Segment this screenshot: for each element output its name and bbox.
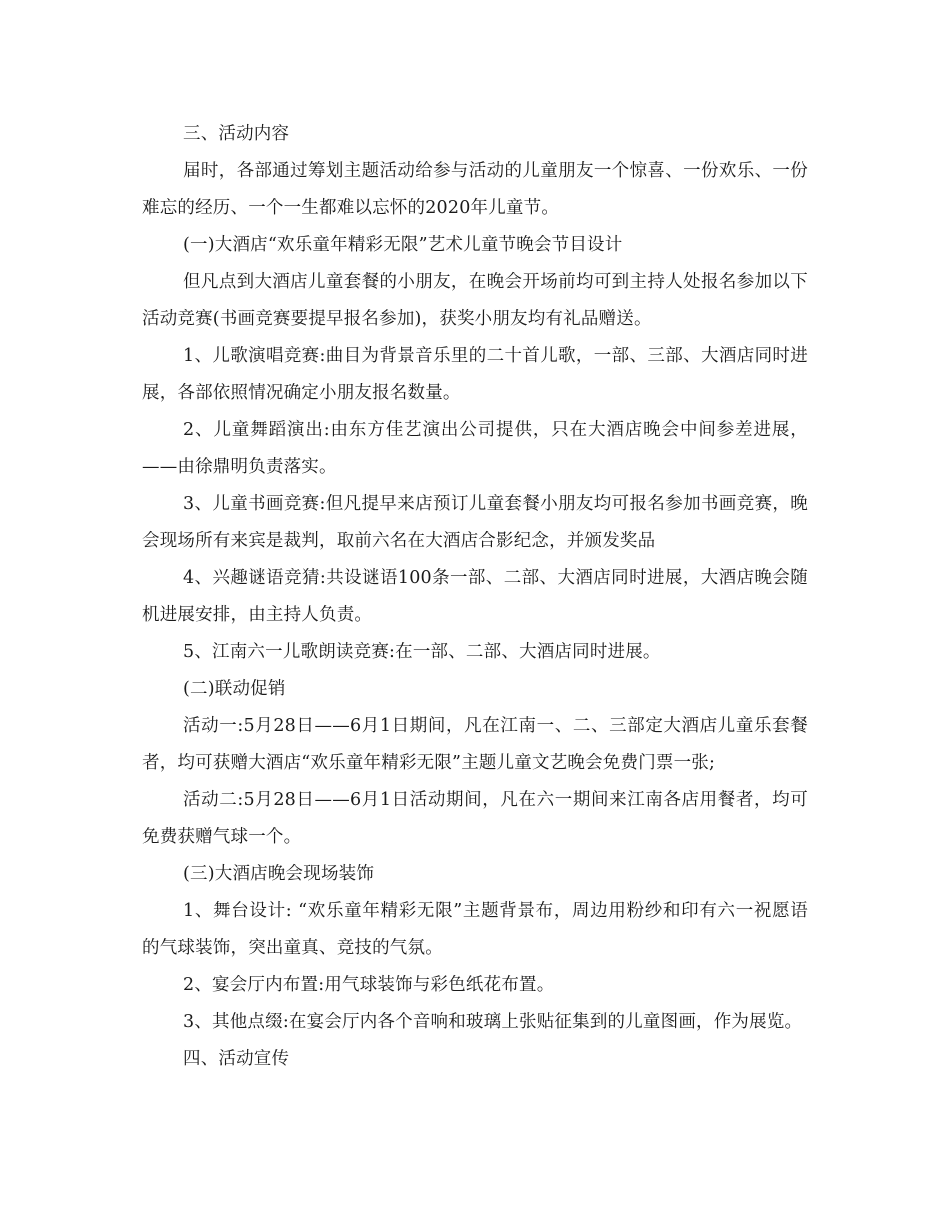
item-dance-performance: 2、儿童舞蹈演出:由东方佳艺演出公司提供，只在大酒店晚会中间参差进展，——由徐鼎明负责落实。 [142,420,808,477]
promotion-activity-one: 活动一:5月28日——6月1日期间，凡在江南一、二、三部定大酒店儿童乐套餐者，均可获赠大酒店“欢乐童年精彩无限”主题儿童文艺晚会免费门票一张; [142,716,808,773]
subheading-gala-program: (一)大酒店“欢乐童年精彩无限”艺术儿童节晚会节目设计 [183,235,623,255]
subheading-joint-promotion: (二)联动促销 [183,679,286,699]
item-riddle-contest: 4、兴趣谜语竞猜:共设谜语100条一部、二部、大酒店同时进展，大酒店晚会随机进展安排，由主持人负责。 [142,568,808,625]
section-heading-publicity: 四、活动宣传 [183,1049,290,1069]
item-hall-layout: 2、宴会厅内布置:用气球装饰与彩色纸花布置。 [183,975,555,995]
item-stage-design: 1、舞台设计: “欢乐童年精彩无限”主题背景布，周边用粉纱和印有六一祝愿语的气球装饰，突出童真、竞技的气氛。 [142,901,808,958]
intro-paragraph: 届时，各部通过筹划主题活动给参与活动的儿童朋友一个惊喜、一份欢乐、一份难忘的经历、一个一生都难以忘怀的2020年儿童节。 [142,161,808,218]
subheading-venue-decoration: (三)大酒店晚会现场装饰 [183,864,375,884]
item-other-decoration: 3、其他点缀:在宴会厅内各个音响和玻璃上张贴征集到的儿童图画，作为展览。 [183,1012,803,1032]
item-song-contest: 1、儿歌演唱竞赛:曲目为背景音乐里的二十首儿歌，一部、三部、大酒店同时进展，各部依照情况确定小朋友报名数量。 [142,346,808,403]
registration-paragraph: 但凡点到大酒店儿童套餐的小朋友，在晚会开场前均可到主持人处报名参加以下活动竞赛(书画竞赛要提早报名参加)，获奖小朋友均有礼品赠送。 [142,272,808,329]
item-reading-contest: 5、江南六一儿歌朗读竞赛:在一部、二部、大酒店同时进展。 [183,642,661,662]
item-painting-contest: 3、儿童书画竞赛:但凡提早来店预订儿童套餐小朋友均可报名参加书画竞赛，晚会现场所有来宾是裁判，取前六名在大酒店合影纪念，并颁发奖品 [142,494,808,551]
section-heading-activity-content: 三、活动内容 [183,124,290,144]
promotion-activity-two: 活动二:5月28日——6月1日活动期间，凡在六一期间来江南各店用餐者，均可免费获赠气球一个。 [142,790,808,847]
document-page [142,116,808,1078]
